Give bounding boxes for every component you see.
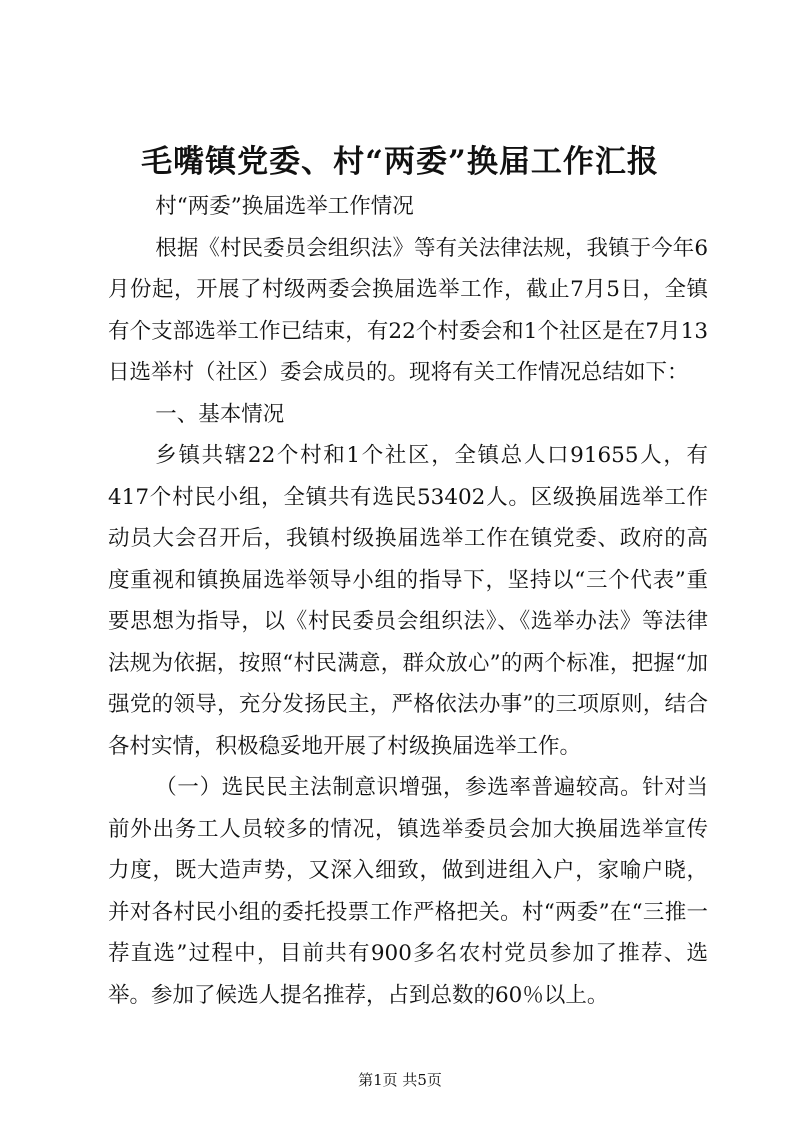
page-number-footer: 第1页 共5页 [358,1071,442,1089]
document-body [108,186,708,1016]
section-subtitle: 村“两委”换届选举工作情况 [155,194,414,219]
document-title: 毛嘴镇党委、村“两委”换届工作汇报 [141,144,659,180]
voter-awareness-paragraph: （一）选民民主法制意识增强，参选率普遍较高。针对当前外出务工人员较多的情况，镇选举委员会加大换届选举宣传力度，既大造声势，又深入细致，做到进组入户，家喻户晓，并对各村民小组的委托投票工作严格把关。村“两委”在“三推一荐直选”过程中，目前共有900多名农村党员参加了推荐、选举。参加了候选人提名推荐，占到总数的60％以上。 [108,775,708,1008]
basic-info-paragraph: 乡镇共辖22个村和1个社区，全镇总人口91655人，有417个村民小组，全镇共有选民53402人。区级换届选举工作动员大会召开后，我镇村级换届选举工作在镇党委、政府的高度重视和镇换届选举领导小组的指导下，坚持以“三个代表”重要思想为指导，以《村民委员会组织法》、《选举办法》等法律法规为依据，按照“村民满意，群众放心”的两个标准，把握“加强党的领导，充分发扬民主，严格依法办事”的三项原则，结合各村实情，积极稳妥地开展了村级换届选举工作。 [108,443,708,759]
intro-paragraph: 根据《村民委员会组织法》等有关法律法规，我镇于今年6月份起，开展了村级两委会换届选举工作，截止7月5日，全镇有个支部选举工作已结束，有22个村委会和1个社区是在7月13日选举村（社区）委会成员的。现将有关工作情况总结如下： [108,235,708,385]
section-heading: 一、基本情况 [155,401,285,427]
